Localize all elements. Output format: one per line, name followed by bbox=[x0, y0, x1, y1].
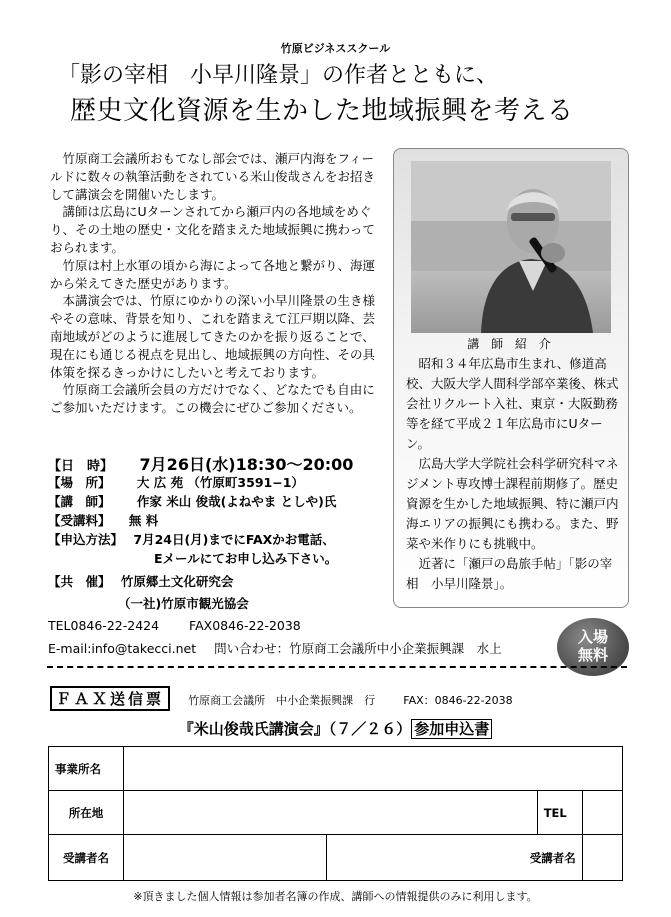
profile-paragraph: 近著に「瀬戸の島旅手帖」「影の宰相 小早川隆景」。 bbox=[406, 556, 613, 591]
event-date-label: 【日 時】 bbox=[48, 459, 114, 474]
event-place-row bbox=[48, 473, 304, 491]
event-apply-label: 【申込方法】 bbox=[48, 532, 124, 547]
event-host-value-1: 竹原郷土文化研究会 bbox=[120, 574, 234, 589]
event-date-value: 7月26日(水)18:30〜20:00 bbox=[139, 455, 354, 474]
title-line-1: 「影の宰相 小早川隆景」の作者とともに、 bbox=[58, 63, 499, 88]
series-name: 竹原ビジネススクール bbox=[280, 42, 391, 55]
event-fee-row bbox=[48, 511, 158, 529]
body-paragraph: 講師は広島にUターンされてから瀬戸内の各地域をめぐり、その土地の歴史・文化を踏まえた地域振興に携わっておられます。 bbox=[50, 204, 375, 255]
contact-inquiry: 問い合わせ：竹原商工会議所中小企業振興課 水上 bbox=[214, 641, 502, 656]
profile-paragraph: 広島大学大学院社会科学研究科マネジメント専攻博士課程前期修了。歴史資源を生かした地域振興、特に瀬戸内海エリアの振興にも携わる。また、野菜や米作りにも挑戦中。 bbox=[406, 456, 619, 551]
lecturer-photo-illustration bbox=[411, 161, 611, 333]
field-address-input[interactable] bbox=[124, 791, 538, 835]
field-attendee-1-input[interactable] bbox=[124, 835, 327, 881]
fax-form-label: ＦＡＸ送信票 bbox=[50, 686, 170, 711]
field-office-input[interactable] bbox=[124, 747, 623, 791]
event-lecturer-label: 【講 師】 bbox=[48, 494, 111, 509]
event-apply-value-2: Eメールにてお申し込み下さい。 bbox=[154, 551, 338, 566]
cut-line bbox=[47, 666, 627, 668]
field-attendee-1-label: 受講者名 bbox=[49, 835, 124, 881]
field-tel-input[interactable] bbox=[582, 791, 622, 835]
body-text bbox=[50, 150, 380, 417]
title-line-2: 歴史文化資源を生かした地域振興を考える bbox=[70, 96, 574, 126]
field-tel-label: TEL bbox=[537, 791, 582, 835]
form-row-attendees bbox=[49, 835, 623, 881]
event-place-label: 【場 所】 bbox=[48, 475, 111, 490]
event-host-value-2: （一社)竹原市観光協会 bbox=[118, 596, 249, 611]
field-attendee-2-input[interactable] bbox=[582, 835, 622, 881]
profile-text bbox=[406, 354, 620, 594]
application-form bbox=[48, 746, 623, 881]
contact-email[interactable]: E-mail:info@takecci.net bbox=[48, 641, 197, 656]
form-row-address bbox=[49, 791, 623, 835]
body-paragraph: 竹原商工会議所おもてなし部会では、瀬戸内海をフィールドに数々の執筆活動をされている米山俊哉さんをお招きして講演会を開催いたします。 bbox=[50, 151, 376, 202]
contact-tel: TEL0846-22-2424 bbox=[48, 618, 160, 633]
lecturer-profile-box bbox=[393, 148, 629, 608]
event-fee-value: 無 料 bbox=[128, 513, 159, 528]
field-address-label: 所在地 bbox=[49, 791, 124, 835]
fax-header bbox=[50, 686, 513, 711]
event-fee-label: 【受講料】 bbox=[48, 513, 111, 528]
form-title bbox=[0, 718, 671, 739]
body-paragraph: 本講演会では、竹原にゆかりの深い小早川隆景の生き様やその意味、背景を知り、これを踏まえて江戸期以降、芸南地域がどのように進展してきたのかを振り返ることで、現在にも通じる視点を見出し、地域振興の方向性、その具体策を探るきっかけにしたいと考えております。 bbox=[50, 293, 376, 380]
profile-paragraph: 昭和３４年広島市生まれ、修道高校、大阪大学人間科学部卒業後、株式会社リクルート入社、東京・大阪勤務等を経て平成２１年広島市にUターン。 bbox=[406, 356, 619, 451]
contact-email-row bbox=[48, 639, 502, 657]
event-host-row bbox=[48, 572, 233, 590]
event-apply-row bbox=[48, 530, 335, 548]
event-apply-value-1: 7月24日(月)までにFAXかお電話、 bbox=[133, 532, 335, 547]
event-host-label: 【共 催】 bbox=[48, 574, 111, 589]
body-paragraph: 竹原商工会議所会員の方だけでなく、どなたでも自由にご参加いただけます。この機会にぜひご参加ください。 bbox=[50, 382, 375, 416]
contact-phone-row bbox=[48, 618, 301, 633]
fax-number: FAX：0846-22-2038 bbox=[403, 694, 513, 707]
event-date-row bbox=[48, 452, 353, 475]
profile-heading: 講 師 紹 介 bbox=[467, 337, 555, 351]
field-office-label: 事業所名 bbox=[49, 747, 124, 791]
badge-line-2: 無料 bbox=[577, 646, 608, 664]
event-lecturer-row bbox=[48, 492, 336, 510]
body-paragraph: 竹原は村上水軍の頃から海によって各地と繋がり、海運から栄えてきた歴史があります。 bbox=[50, 257, 376, 291]
contact-fax: FAX0846-22-2038 bbox=[189, 618, 301, 633]
form-title-prefix: 『米山俊哉氏講演会』（７／２６） bbox=[178, 720, 412, 738]
lecturer-photo bbox=[411, 161, 611, 333]
fax-recipient: 竹原商工会議所 中小企業振興課 行 bbox=[188, 694, 376, 707]
event-place-value: 大 広 苑 （竹原町3591−1） bbox=[136, 475, 304, 490]
event-lecturer-value: 作家 米山 俊哉(よねやま としや)氏 bbox=[136, 494, 337, 509]
form-title-box: 参加申込書 bbox=[411, 719, 492, 739]
privacy-footnote: ※頂きました個人情報は参加者名簿の作成、講師への情報提供のみに利用します。 bbox=[133, 890, 538, 903]
form-row-office bbox=[49, 747, 623, 791]
badge-line-1: 入場 bbox=[577, 628, 608, 646]
field-attendee-2-label: 受講者名 bbox=[327, 835, 583, 881]
